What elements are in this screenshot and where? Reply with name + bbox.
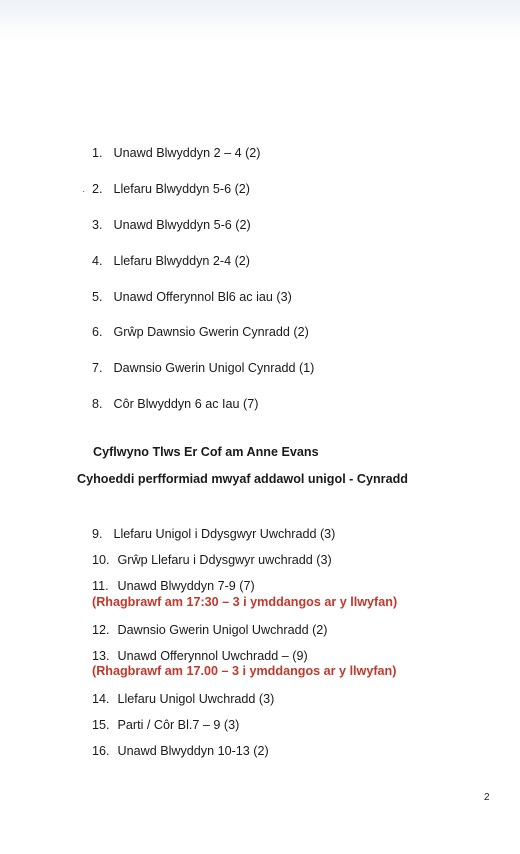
- presentation-heading: Cyflwyno Tlws Er Cof am Anne Evans: [93, 445, 319, 459]
- item-text: Grŵp Dawnsio Gwerin Cynradd (2): [113, 325, 309, 339]
- item-number: 14.: [92, 692, 110, 706]
- item-number: 2.: [92, 182, 103, 196]
- list-item: [92, 717, 239, 733]
- item-text: Parti / Côr Bl.7 – 9 (3): [117, 718, 240, 732]
- item-number: 8.: [92, 397, 103, 411]
- item-number: 13.: [92, 649, 110, 663]
- item-number: 4.: [92, 254, 103, 268]
- list-item: [92, 578, 255, 594]
- list-item: [92, 743, 269, 759]
- item-number: 12.: [92, 623, 110, 637]
- item-number: 1.: [92, 146, 103, 160]
- item-text: Unawd Offerynnol Uwchradd – (9): [117, 649, 308, 663]
- item-text: Unawd Blwyddyn 2 – 4 (2): [113, 146, 261, 160]
- list-item: [92, 360, 314, 376]
- scan-top-edge: [0, 0, 520, 40]
- list-item: [92, 622, 327, 638]
- list-item: [92, 324, 309, 340]
- item-text: Unawd Blwyddyn 7-9 (7): [117, 579, 255, 593]
- page-number: 2: [484, 792, 490, 803]
- list-item: [92, 552, 332, 568]
- item-text: Unawd Blwyddyn 5-6 (2): [113, 218, 251, 232]
- item-text: Llefaru Unigol i Ddysgwyr Uwchradd (3): [113, 527, 336, 541]
- item-number: 15.: [92, 718, 110, 732]
- stray-bullet-mark: ·: [82, 186, 86, 197]
- list-item: [92, 145, 261, 161]
- item-text: Llefaru Blwyddyn 5-6 (2): [113, 182, 250, 196]
- list-item: [92, 648, 308, 664]
- item-number: 11.: [92, 579, 109, 593]
- item-number: 7.: [92, 361, 103, 375]
- item-text: Grŵp Llefaru i Ddysgwyr uwchradd (3): [117, 553, 332, 567]
- list-item: [92, 289, 292, 305]
- prelim-note: (Rhagbrawf am 17.00 – 3 i ymddangos ar y llwyfan): [92, 664, 397, 678]
- list-item: [92, 396, 258, 412]
- item-number: 6.: [92, 325, 103, 339]
- item-text: Llefaru Unigol Uwchradd (3): [117, 692, 275, 706]
- list-item: [92, 181, 250, 197]
- item-number: 9.: [92, 527, 103, 541]
- list-item: [92, 691, 274, 707]
- item-number: 3.: [92, 218, 103, 232]
- item-text: Dawnsio Gwerin Unigol Uwchradd (2): [117, 623, 328, 637]
- item-text: Unawd Blwyddyn 10-13 (2): [117, 744, 269, 758]
- item-number: 10.: [92, 553, 110, 567]
- item-text: Unawd Offerynnol Bl6 ac iau (3): [113, 290, 292, 304]
- list-item: [92, 526, 335, 542]
- item-text: Dawnsio Gwerin Unigol Cynradd (1): [113, 361, 315, 375]
- announcement-heading: Cyhoeddi perfformiad mwyaf addawol unigol - Cynradd: [77, 472, 408, 486]
- item-text: Llefaru Blwyddyn 2-4 (2): [113, 254, 250, 268]
- prelim-note: (Rhagbrawf am 17:30 – 3 i ymddangos ar y llwyfan): [92, 595, 398, 609]
- item-text: Côr Blwyddyn 6 ac Iau (7): [113, 397, 259, 411]
- item-number: 5.: [92, 290, 103, 304]
- list-item: [92, 253, 250, 269]
- list-item: [92, 217, 251, 233]
- item-number: 16.: [92, 744, 110, 758]
